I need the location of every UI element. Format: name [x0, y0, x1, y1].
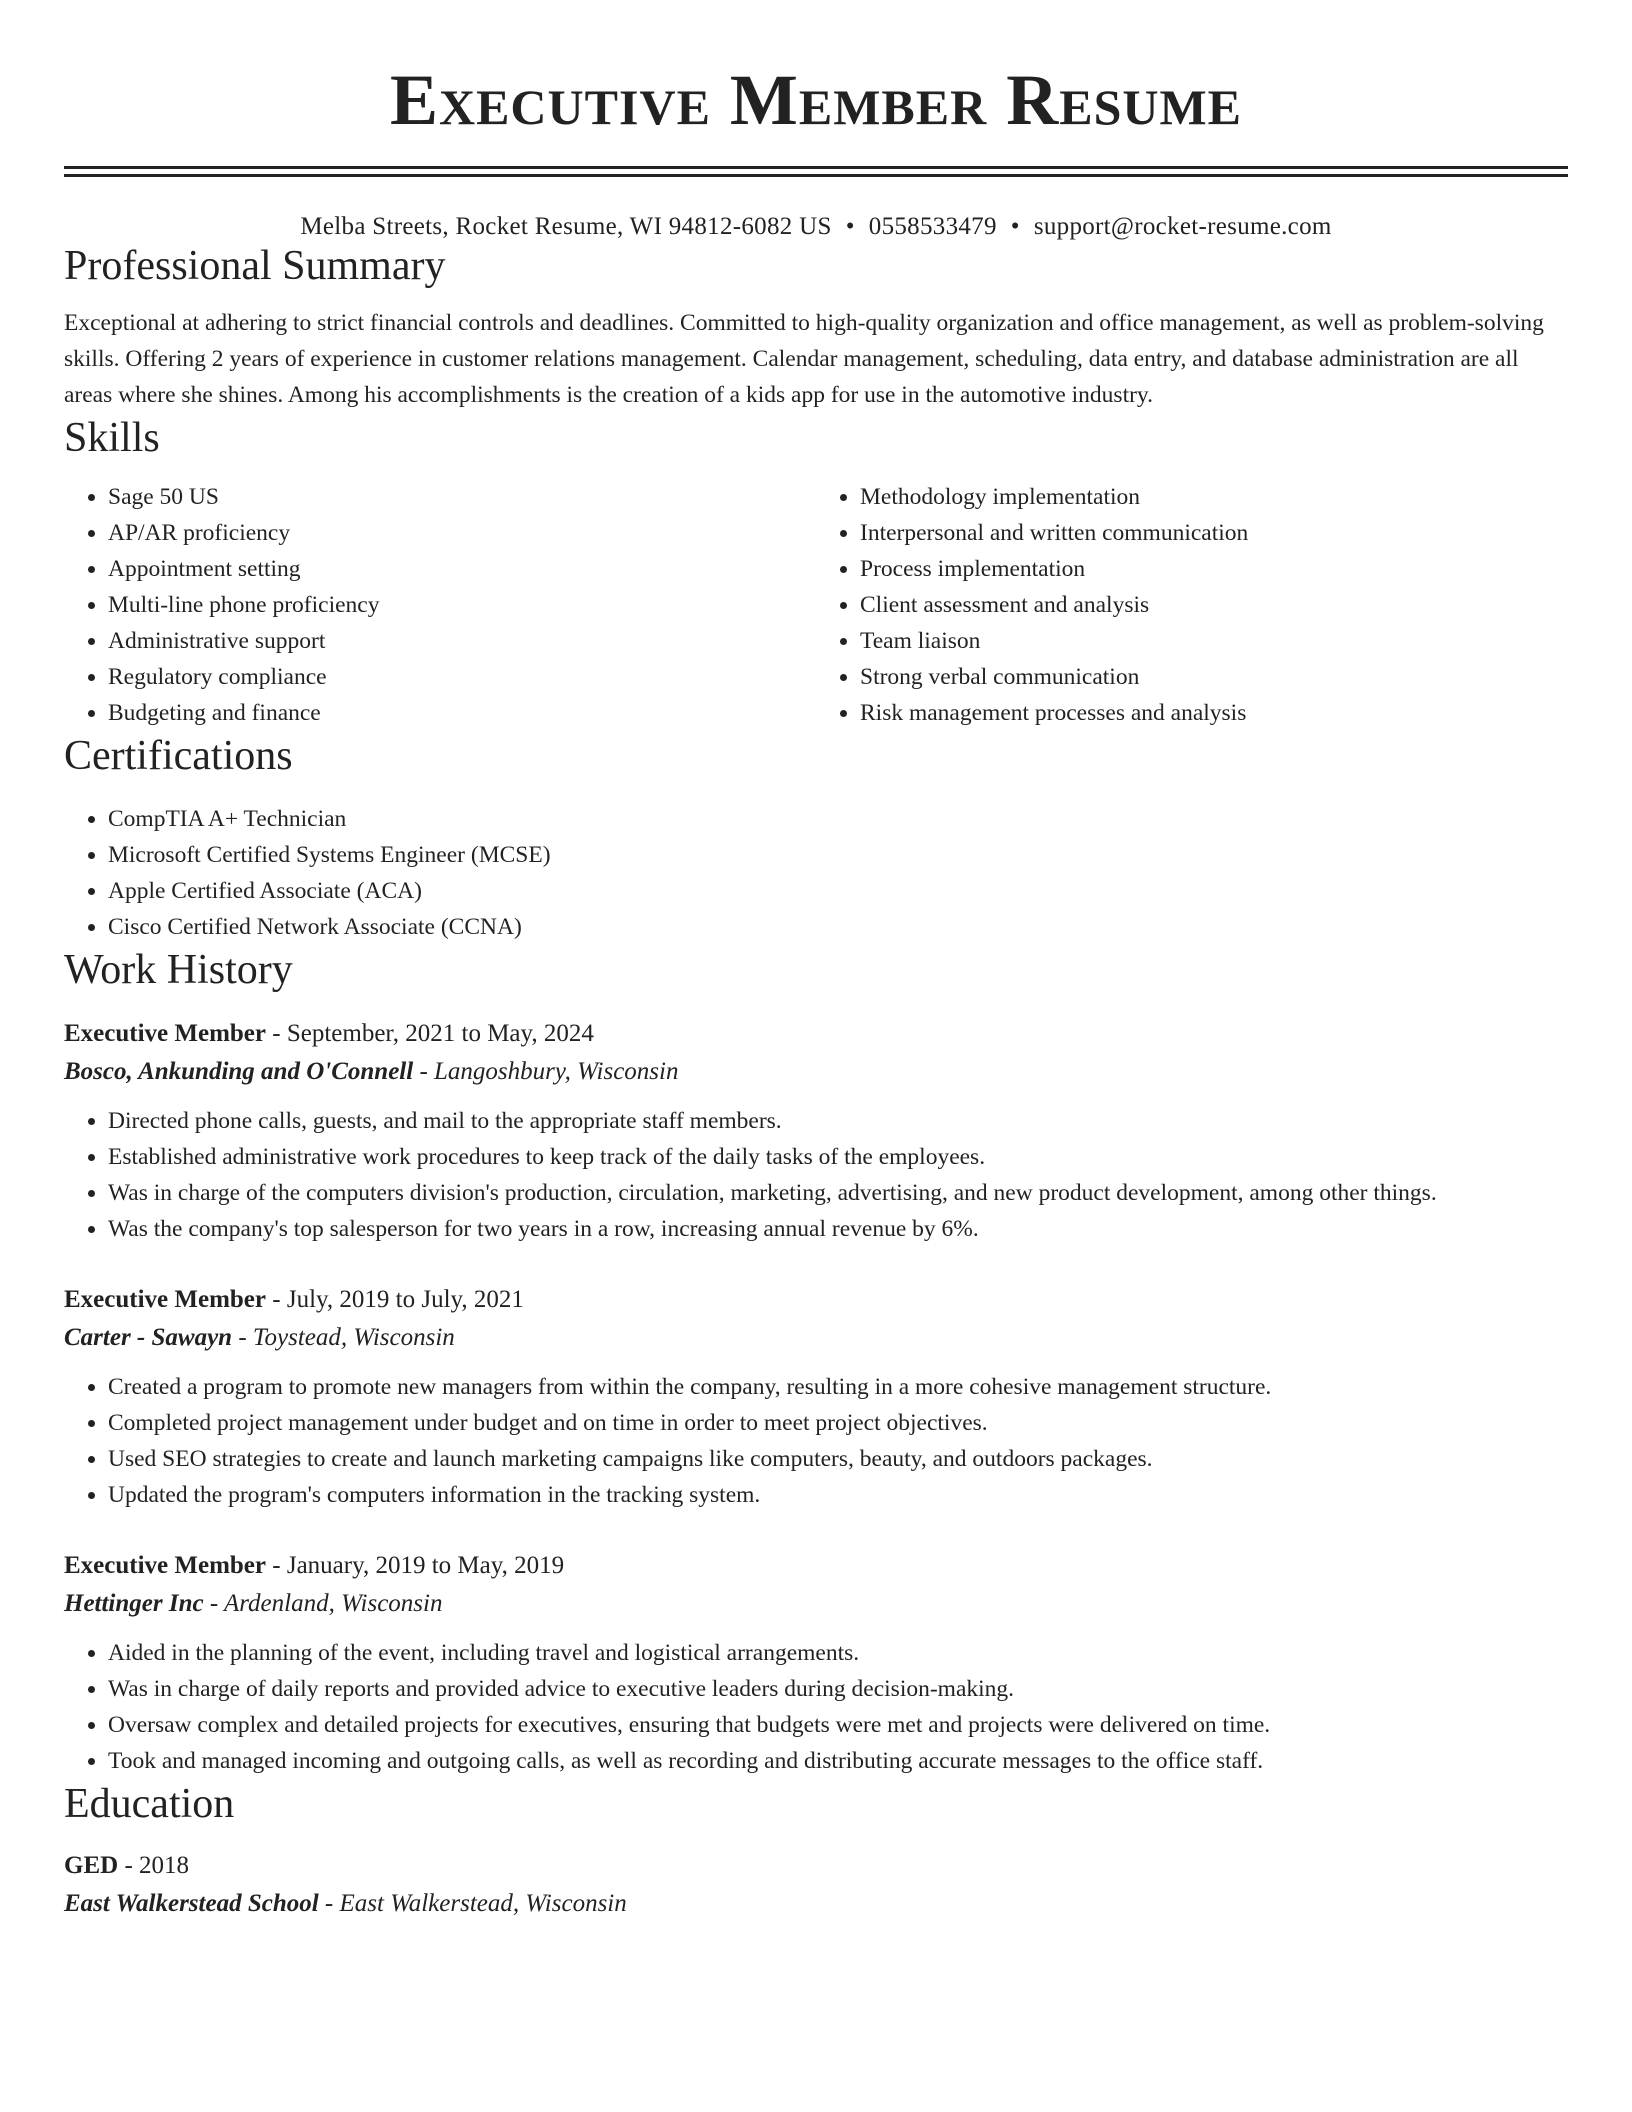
skill-item: • Sage 50 US [108, 479, 816, 515]
job-company: Bosco, Ankunding and O'Connell [64, 1058, 414, 1085]
education-year: - 2018 [118, 1852, 190, 1879]
job-title-line [64, 1281, 1568, 1319]
education-degree: GED [64, 1852, 119, 1879]
skills-column-left [64, 479, 816, 731]
job-bullet: • Oversaw complex and detailed projects for executives, ensuring that budgets were met and projects were delivered on time. [108, 1707, 1568, 1743]
resume-title: Executive Member Resume [389, 60, 1243, 140]
skill-item: • Regulatory compliance [108, 659, 816, 695]
job-title: Executive Member [64, 1552, 267, 1579]
section-heading-education: Education [64, 1781, 235, 1827]
skill-item: • Appointment setting [108, 551, 816, 587]
education-entry [64, 1847, 1568, 1923]
job-company: Carter - Sawayn [64, 1324, 233, 1351]
job-location: - Toystead, Wisconsin [232, 1324, 455, 1351]
certifications-list [64, 801, 1568, 945]
contact-separator: • [1010, 213, 1020, 240]
job-bullet: • Updated the program's computers information in the tracking system. [108, 1477, 1568, 1513]
job-company-line [64, 1319, 1568, 1357]
job-title: Executive Member [64, 1286, 267, 1313]
job-company-line [64, 1053, 1568, 1091]
job-dates: - September, 2021 to May, 2024 [266, 1020, 594, 1047]
job-entry [64, 1015, 1568, 1247]
job-title-line [64, 1547, 1568, 1585]
skill-item: • Multi-line phone proficiency [108, 587, 816, 623]
job-bullet: • Used SEO strategies to create and launch marketing campaigns like computers, beauty, and outdoors packages. [108, 1441, 1568, 1477]
education-degree-line [64, 1847, 1568, 1885]
job-title-line [64, 1015, 1568, 1053]
job-company-line [64, 1585, 1568, 1623]
education-location: - East Walkerstead, Wisconsin [318, 1890, 627, 1917]
section-heading-work-history: Work History [64, 947, 293, 993]
job-title: Executive Member [64, 1020, 267, 1047]
job-bullet: • Was in charge of daily reports and provided advice to executive leaders during decision-making. [108, 1671, 1568, 1707]
job-bullet: • Completed project management under budget and on time in order to meet project objectives. [108, 1405, 1568, 1441]
section-heading-certifications: Certifications [64, 733, 293, 779]
skill-item: • Team liaison [860, 623, 1568, 659]
contact-address: Melba Streets, Rocket Resume, WI 94812-6082 US [300, 213, 832, 240]
skill-item: • Administrative support [108, 623, 816, 659]
skill-item: • AP/AR proficiency [108, 515, 816, 551]
job-entry [64, 1547, 1568, 1779]
certification-item: • Microsoft Certified Systems Engineer (MCSE) [108, 837, 1568, 873]
certification-item: • Cisco Certified Network Associate (CCNA) [108, 909, 1568, 945]
contact-separator: • [845, 213, 855, 240]
skills-list [64, 479, 1568, 731]
job-bullets [64, 1103, 1568, 1247]
summary-text: Exceptional at adhering to strict financial controls and deadlines. Committed to high-quality organization and office management, as well as problem-solving skills. Offering 2 years of experience in customer relations management. Calendar management, scheduling, data entry, and database administration are all areas where she shines. Among his accomplishments is the creation of a kids app for use in the automotive industry. [64, 310, 1544, 408]
contact-line [64, 213, 1568, 241]
certification-item: • Apple Certified Associate (ACA) [108, 873, 1568, 909]
job-dates: - January, 2019 to May, 2019 [266, 1552, 565, 1579]
job-location: - Langoshbury, Wisconsin [413, 1058, 679, 1085]
contact-phone: 0558533479 [868, 213, 997, 240]
job-company: Hettinger Inc [64, 1590, 204, 1617]
skill-item: • Strong verbal communication [860, 659, 1568, 695]
job-bullet: • Was the company's top salesperson for two years in a row, increasing annual revenue by 6%. [108, 1211, 1568, 1247]
certification-item: • CompTIA A+ Technician [108, 801, 1568, 837]
job-bullets [64, 1369, 1568, 1513]
skill-item: • Budgeting and finance [108, 695, 816, 731]
job-dates: - July, 2019 to July, 2021 [266, 1286, 524, 1313]
skill-item: • Risk management processes and analysis [860, 695, 1568, 731]
job-entry [64, 1281, 1568, 1513]
job-bullet: • Took and managed incoming and outgoing calls, as well as recording and distributing accurate messages to the office staff. [108, 1743, 1568, 1779]
job-bullet: • Established administrative work procedures to keep track of the daily tasks of the employees. [108, 1139, 1568, 1175]
job-bullet: • Aided in the planning of the event, including travel and logistical arrangements. [108, 1635, 1568, 1671]
skill-item: • Process implementation [860, 551, 1568, 587]
job-bullet: • Directed phone calls, guests, and mail to the appropriate staff members. [108, 1103, 1568, 1139]
job-bullet: • Created a program to promote new managers from within the company, resulting in a more cohesive management structure. [108, 1369, 1568, 1405]
education-school: East Walkerstead School [64, 1890, 319, 1917]
job-bullets [64, 1635, 1568, 1779]
job-bullet: • Was in charge of the computers division's production, circulation, marketing, advertising, and new product development, among other things. [108, 1175, 1568, 1211]
skill-item: • Client assessment and analysis [860, 587, 1568, 623]
skills-column-right [816, 479, 1568, 731]
skill-item: • Methodology implementation [860, 479, 1568, 515]
job-location: - Ardenland, Wisconsin [203, 1590, 443, 1617]
section-heading-summary: Professional Summary [64, 243, 446, 289]
contact-email: support@rocket-resume.com [1033, 213, 1332, 240]
education-school-line [64, 1885, 1568, 1923]
title-divider [64, 166, 1568, 177]
section-heading-skills: Skills [64, 415, 160, 461]
skill-item: • Interpersonal and written communication [860, 515, 1568, 551]
